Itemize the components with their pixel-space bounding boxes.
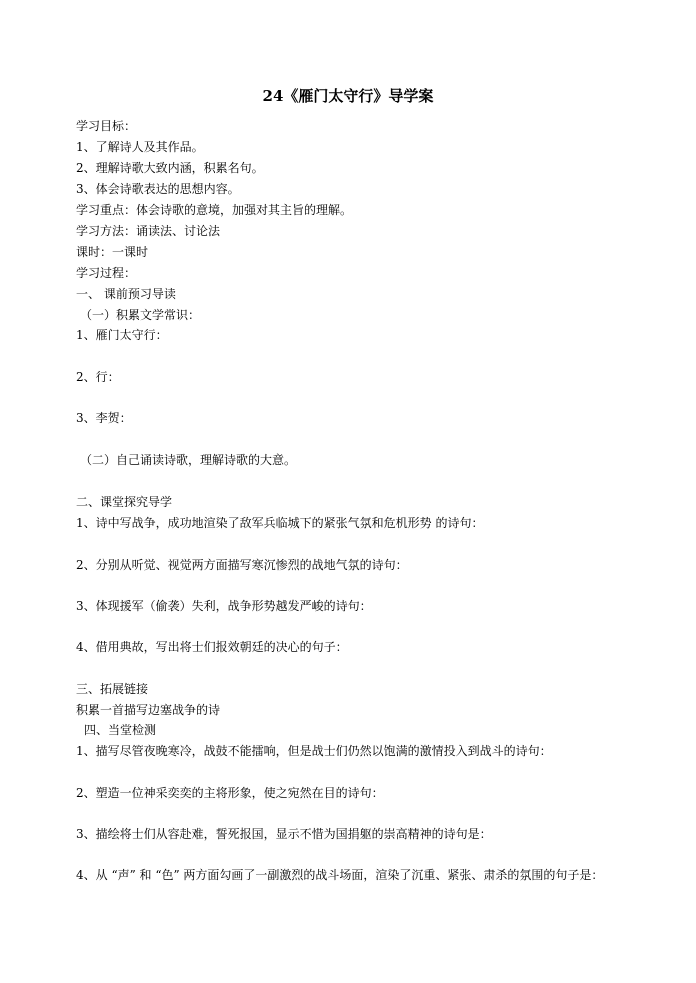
question-line: 1、诗中写战争，成功地渲染了敌军兵临城下的紧张气氛和危机形势 的诗句： xyxy=(76,516,484,530)
section-heading-3: 三、拓展链接 xyxy=(76,682,149,696)
question-line: 1、雁门太守行： xyxy=(76,328,168,342)
text-line-goal-3: 3、体会诗歌表达的思想内容。 xyxy=(76,182,240,196)
question-line: 2、分别从听觉、视觉两方面描写寒沉惨烈的战地气氛的诗句： xyxy=(76,558,408,572)
document-title: 24《雁门太守行》导学案 xyxy=(262,87,434,105)
text-line-methods: 学习方法：诵读法、讨论法 xyxy=(76,224,221,238)
question-line: 4、从 “声” 和 “色” 两方面勾画了一副激烈的战斗场面，渲染了沉重、紧张、肃杀的氛围的句子是： xyxy=(76,868,604,882)
question-line: 2、行： xyxy=(76,370,120,384)
text-line-goal-1: 1、了解诗人及其作品。 xyxy=(76,140,204,154)
question-line: 1、描写尽管夜晚寒冷，战鼓不能擂响，但是战士们仍然以饱满的激情投入到战斗的诗句： xyxy=(76,744,552,758)
subsection-heading-2: （二）自己诵读诗歌，理解诗歌的大意。 xyxy=(80,453,297,467)
subsection-heading-1: （一）积累文学常识： xyxy=(80,308,201,322)
text-line-learning-goals: 学习目标： xyxy=(76,119,137,133)
text-line-class-hours: 课时：一课时 xyxy=(76,245,149,259)
section-heading-2: 二、课堂探究导学 xyxy=(76,495,173,509)
section-heading-4: 四、当堂检测 xyxy=(84,723,157,737)
section-heading-1: 一、 课前预习导读 xyxy=(76,287,176,301)
text-line-extension: 积累一首描写边塞战争的诗 xyxy=(76,703,221,717)
question-line: 2、塑造一位神采奕奕的主将形象，使之宛然在目的诗句： xyxy=(76,786,384,800)
question-line: 4、借用典故，写出将士们报效朝廷的决心的句子： xyxy=(76,640,348,654)
text-line-key-points: 学习重点：体会诗歌的意境，加强对其主旨的理解。 xyxy=(76,203,353,217)
text-line-goal-2: 2、理解诗歌大致内涵，积累名句。 xyxy=(76,161,264,175)
text-line-process: 学习过程： xyxy=(76,266,137,280)
question-line: 3、体现援军（偷袭）失利，战争形势越发严峻的诗句： xyxy=(76,599,372,613)
question-line: 3、李贺： xyxy=(76,411,132,425)
question-line: 3、描绘将士们从容赴难，誓死报国，显示不惜为国捐躯的崇高精神的诗句是： xyxy=(76,827,492,841)
